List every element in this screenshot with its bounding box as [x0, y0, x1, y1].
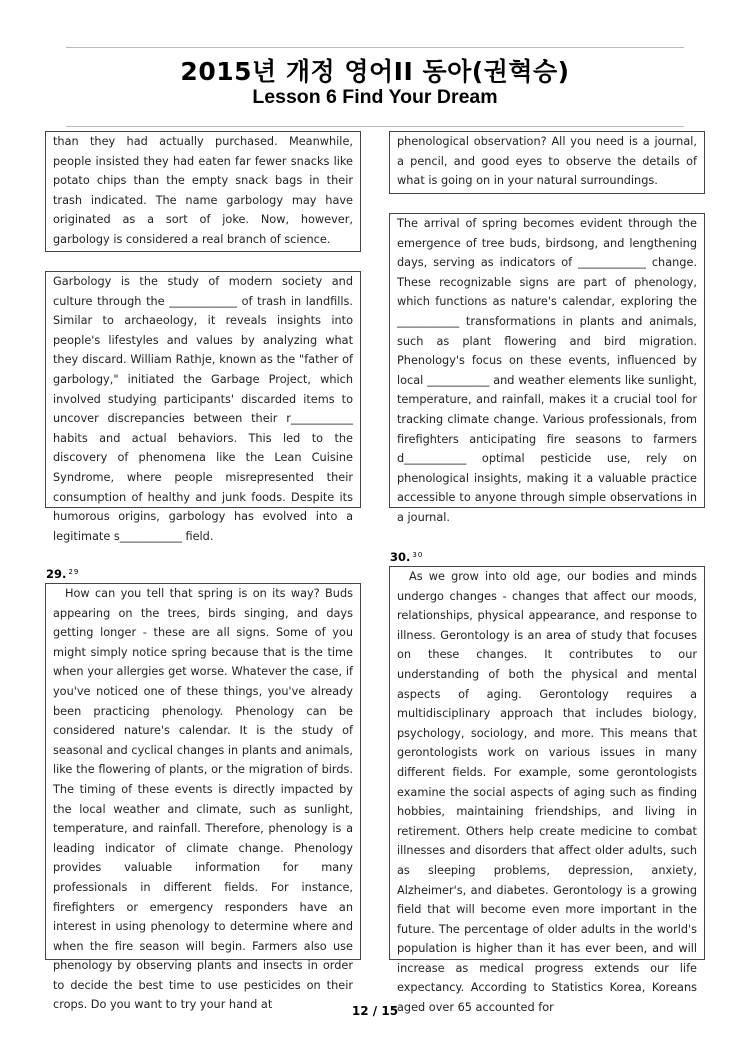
passage-text: phenological observation? All you need is a journal, a pencil, and good eyes to observe the details of what is going on in your natural surroundings.	[397, 135, 697, 188]
phenology-passage	[45, 583, 361, 1012]
header-top-rule	[66, 47, 684, 48]
summary-text: Garbology is the study of modern society and culture through the ____________ of trash in landfills. Similar to archaeology, it reveals insights into people's lifestyles and values by analyzing what they discard. William Rathje, known as the "father of garbology," initiated the Garbage Project, which involved studying participants' discarded items to uncover discrepancies between their r___________ habits and actual behaviors. This led to the discovery of phenomena like the Lean Cuisine Syndrome, where people misrepresented their consumption of healthy and junk foods. Despite its humorous origins, garbology has evolved into a legitimate s___________ field.	[53, 275, 353, 543]
question-30-superscript: 30	[412, 551, 424, 559]
phenology-summary-box	[389, 213, 705, 524]
page-number: 12 / 15	[351, 1004, 399, 1018]
page-subtitle: Lesson 6 Find Your Dream	[252, 86, 498, 108]
passage-text: than they had actually purchased. Meanwhile, people insisted they had eaten far fewer snacks like potato chips than the empty snack bags in their trash indicated. The name garbology may have originated as a sort of joke. Now, however, garbology is considered a real branch of science.	[53, 135, 353, 246]
summary-text: The arrival of spring becomes evident through the emergence of tree buds, birdsong, and lengthening days, serving as indicators of ____________ change. These recognizable signs are part of phenology, which functions as nature's calendar, exploring the ___________ transformations in plants and animals, such as plant flowering and bird migration. Phenology's focus on these events, influenced by local ___________ and weather elements like sunlight, temperature, and rainfall, makes it a crucial tool for tracking climate change. Various professionals, from firefighters anticipating fire seasons to farmers d___________ optimal pesticide use, rely on phenological insights, making it a valuable practice accessible to anyone through simple observations in a journal.	[397, 217, 697, 524]
page-title: 2015년 개정 영어II 동아(권혁승)	[180, 57, 570, 86]
garbology-passage-continued	[45, 131, 361, 252]
garbology-summary-box	[45, 271, 361, 543]
phenology-passage-continued	[389, 131, 705, 194]
passage-text: As we grow into old age, our bodies and minds undergo changes - changes that affect our moods, relationships, physical appearance, and response to illness. Gerontology is an area of study that focuses on these changes. It contributes to our understanding of both the physical and mental aspects of aging. Gerontology requires a multidisciplinary approach that includes biology, psychology, sociology, and more. This means that gerontologists work on various issues in many different fields. For example, some gerontologists examine the social aspects of aging such as finding hobbies, maintaining friendships, and living in retirement. Others help create medicine to combat illnesses and disorders that affect older adults, such as sleeping problems, depression, anxiety, Alzheimer's, and diabetes. Gerontology is a growing field that will become even more important in the future. The percentage of older adults in the world's population is higher than it has ever been, and will increase as medical progress extends our life expectancy. According to Statistics Korea, Koreans aged over 65 accounted for	[397, 570, 697, 1015]
gerontology-passage	[389, 566, 705, 1015]
question-30-number: 30. $^{30}$	[390, 550, 424, 564]
question-29-number: 29. $^{29}$	[46, 567, 80, 581]
header-bottom-rule	[66, 126, 684, 127]
question-29-superscript: 29	[68, 568, 80, 576]
passage-text: How can you tell that spring is on its way? Buds appearing on the trees, birds singing, and days getting longer - these are all signs. Some of you might simply notice spring because that is the time when your allergies get worse. Whatever the case, if you've noticed one of these things, you've already been practicing phenology. Phenology can be considered nature's calendar. It is the study of seasonal and cyclical changes in plants and animals, like the flowering of plants, or the migration of birds. The timing of these events is directly impacted by the local weather and climate, such as sunlight, temperature, and rainfall. Therefore, phenology is a leading indicator of climate change. Phenology provides valuable information for many professionals in different fields. For instance, firefighters or emergency responders have an interest in using phenology to determine where and when the fire season will begin. Farmers also use phenology by observing plants and insects in order to decide the best time to use pesticides on their crops. Do you want to try your hand at	[53, 587, 353, 1012]
